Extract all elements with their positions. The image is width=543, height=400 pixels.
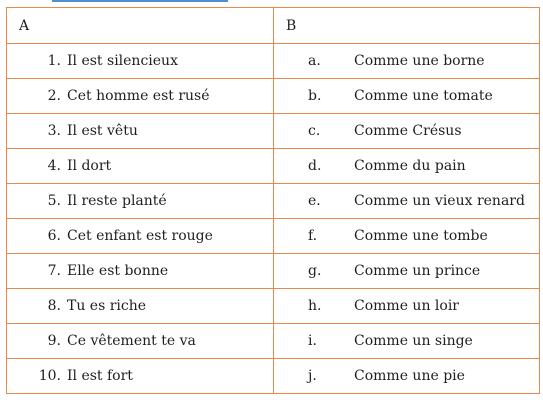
item-text: Il est vêtu bbox=[67, 123, 138, 139]
item-number: 5. bbox=[47, 193, 61, 209]
item-letter: h. bbox=[308, 298, 322, 314]
column-a-cell bbox=[7, 184, 274, 219]
column-b-cell bbox=[274, 324, 540, 359]
matching-table bbox=[6, 7, 540, 394]
column-a-cell bbox=[7, 79, 274, 114]
column-b-cell bbox=[274, 359, 540, 394]
item-text: Comme du pain bbox=[354, 158, 466, 174]
column-b-cell bbox=[274, 114, 540, 149]
item-text: Comme un singe bbox=[354, 333, 473, 349]
item-text: Il est silencieux bbox=[67, 53, 178, 69]
item-text: Comme une tombe bbox=[354, 228, 488, 244]
column-b-cell bbox=[274, 149, 540, 184]
column-a-cell bbox=[7, 44, 274, 79]
table-row bbox=[7, 219, 540, 254]
item-text: Il reste planté bbox=[67, 193, 167, 209]
item-letter: j. bbox=[308, 368, 317, 384]
item-text: Comme une pie bbox=[354, 368, 465, 384]
item-text: Comme un loir bbox=[354, 298, 459, 314]
table-row bbox=[7, 254, 540, 289]
column-a-cell bbox=[7, 324, 274, 359]
item-text: Cet enfant est rouge bbox=[67, 228, 213, 244]
column-a-header: A bbox=[7, 8, 274, 44]
table-row bbox=[7, 289, 540, 324]
column-b-cell bbox=[274, 184, 540, 219]
item-number: 1. bbox=[47, 53, 61, 69]
item-number: 10. bbox=[38, 368, 61, 384]
column-b-cell bbox=[274, 219, 540, 254]
item-letter: a. bbox=[308, 53, 321, 69]
item-letter: g. bbox=[308, 263, 322, 279]
column-a-cell bbox=[7, 254, 274, 289]
item-text: Comme un vieux renard bbox=[354, 193, 525, 209]
item-letter: b. bbox=[308, 88, 322, 104]
item-text: Il dort bbox=[67, 158, 112, 174]
item-text: Elle est bonne bbox=[67, 263, 169, 279]
item-number: 2. bbox=[47, 88, 61, 104]
item-letter: e. bbox=[308, 193, 321, 209]
item-letter: c. bbox=[308, 123, 321, 139]
column-b-cell bbox=[274, 79, 540, 114]
item-letter: d. bbox=[308, 158, 322, 174]
column-a-cell bbox=[7, 149, 274, 184]
item-number: 4. bbox=[47, 158, 61, 174]
item-text: Ce vêtement te va bbox=[67, 333, 196, 349]
item-letter: i. bbox=[308, 333, 317, 349]
item-number: 8. bbox=[47, 298, 61, 314]
table-row bbox=[7, 149, 540, 184]
item-number: 3. bbox=[47, 123, 61, 139]
column-b-cell bbox=[274, 289, 540, 324]
item-text: Comme Crésus bbox=[354, 123, 462, 139]
item-text: Tu es riche bbox=[67, 298, 147, 314]
table-row bbox=[7, 359, 540, 394]
table-row bbox=[7, 79, 540, 114]
column-b-header: B bbox=[274, 8, 540, 44]
table-row bbox=[7, 44, 540, 79]
column-a-cell bbox=[7, 359, 274, 394]
item-letter: f. bbox=[308, 228, 318, 244]
item-text: Comme une tomate bbox=[354, 88, 493, 104]
item-number: 7. bbox=[47, 263, 61, 279]
item-number: 6. bbox=[47, 228, 61, 244]
top-accent-line bbox=[52, 0, 228, 2]
item-text: Comme un prince bbox=[354, 263, 481, 279]
item-text: Il est fort bbox=[67, 368, 133, 384]
header-row bbox=[7, 8, 540, 44]
column-b-cell bbox=[274, 44, 540, 79]
item-number: 9. bbox=[47, 333, 61, 349]
table-row bbox=[7, 324, 540, 359]
column-a-cell bbox=[7, 114, 274, 149]
item-text: Cet homme est rusé bbox=[67, 88, 210, 104]
table-row bbox=[7, 184, 540, 219]
column-a-cell bbox=[7, 289, 274, 324]
table-row bbox=[7, 114, 540, 149]
item-text: Comme une borne bbox=[354, 53, 485, 69]
column-b-cell bbox=[274, 254, 540, 289]
column-a-cell bbox=[7, 219, 274, 254]
